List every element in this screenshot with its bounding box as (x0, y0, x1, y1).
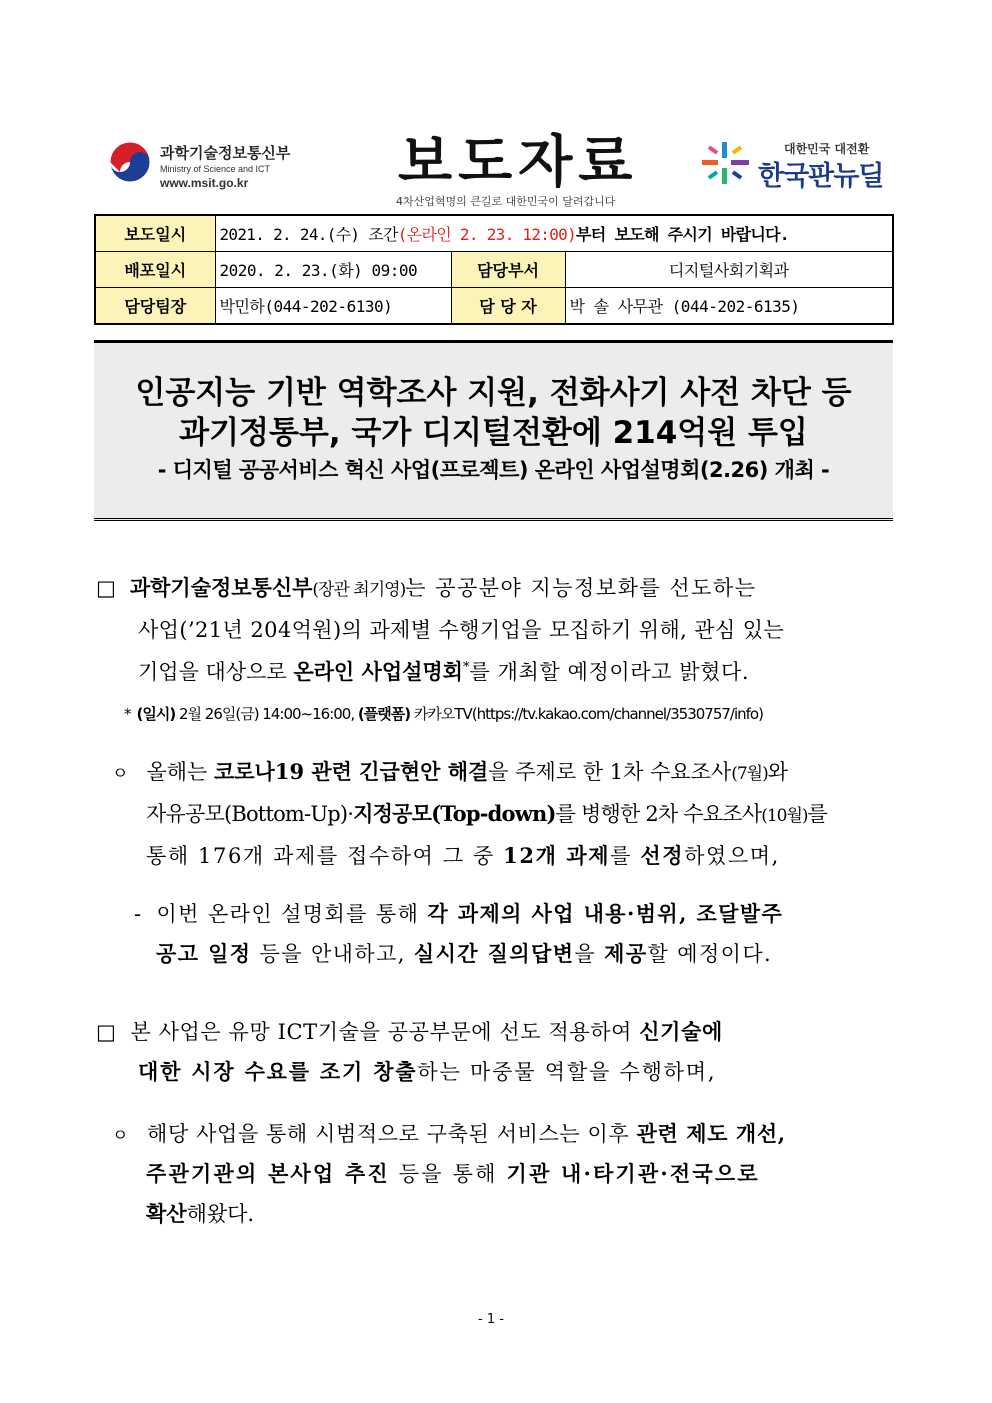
distribution-date-label: 배포일시 (95, 252, 215, 288)
dash-bullet: - (134, 902, 143, 926)
paragraph-text: 등을 안내하고, (251, 942, 414, 966)
footnote-star: * (124, 705, 131, 723)
ministry-url: www.msit.go.kr (160, 176, 249, 190)
release-date-online: (온라인 2. 23. 12:00) (397, 225, 577, 244)
page-subtitle: 4차산업혁명의 큰길로 대한민국이 달려갑니다 (396, 195, 616, 208)
headline-subtitle: - 디지털 공공서비스 혁신 사업(프로젝트) 온라인 사업설명회(2.26) 개최 - (157, 458, 830, 482)
main-project-mention: 주관기관의 본사업 추진 (146, 1161, 390, 1186)
minister-name: (장관 최기영) (312, 580, 406, 600)
distribution-date-value: 2020. 2. 23.(화) 09:00 (215, 252, 451, 288)
headline-line-1: 인공지능 기반 역학조사 지원, 전화사기 사전 차단 등 (135, 375, 852, 411)
paragraph-text: 하였으며, (684, 844, 780, 868)
selection-mention: 선정 (640, 843, 685, 868)
paragraph-text: 할 예정이다. (647, 942, 773, 966)
paragraph-text: 올해는 (146, 760, 214, 784)
footnote-marker: * (462, 660, 470, 675)
table-row (95, 288, 893, 325)
footnote-date: 2월 26일(금) 14:00∼16:00, (175, 705, 358, 723)
paragraph-text: 를 (807, 802, 828, 826)
headline-line-2: 과기정통부, 국가 디지털전환에 214억원 투입 (179, 415, 808, 451)
paragraph-text: 하는 마중물 역할을 수행하며, (417, 1060, 717, 1084)
ministry-name: 과학기술정보통신부 (160, 144, 291, 162)
paragraph-text: 기업을 대상으로 (138, 660, 294, 684)
square-bullet: □ (96, 576, 116, 600)
paragraph-text: 을 (574, 942, 605, 966)
paragraph-text: 해왔다. (186, 1202, 255, 1226)
newdeal-tagline: 대한민국 대전환 (784, 142, 870, 156)
month-note: (7월) (731, 764, 768, 784)
circle-bullet: ㅇ (112, 764, 129, 784)
system-improvement-mention: 관련 제도 개선, (636, 1121, 786, 1146)
newdeal-logo (700, 140, 752, 186)
paragraph-text: 를 개최할 예정이라고 밝혔다. (469, 660, 750, 684)
press-info-table (94, 214, 894, 325)
footnote-label-platform: (플랫폼) (357, 705, 411, 723)
paragraph-2a-line-2 (146, 1158, 760, 1188)
expansion-scope-mention: 기관 내·타기관·전국으로 (506, 1161, 760, 1186)
paragraph-text: 해당 사업을 통해 시범적으로 구축된 서비스는 이후 (147, 1122, 637, 1146)
ministry-logo (106, 138, 154, 186)
page-title: 보도자료 (398, 130, 639, 195)
paragraph-text: 를 (610, 844, 641, 868)
release-date-text: 2021. 2. 24.(수) 조간 (219, 225, 398, 244)
topic-mention: 코로나19 관련 긴급현안 해결 (213, 759, 489, 784)
paragraph-text: 을 주제로 한 1차 수요조사 (488, 760, 732, 784)
briefing-mention: 온라인 사업설명회 (293, 659, 463, 684)
paragraph-text: 본 사업은 유망 ICT기술을 공공부문에 선도 적용하여 (130, 1020, 640, 1044)
contact-person-value: 박 솔 사무관 (044-202-6135) (565, 288, 893, 325)
paragraph-1a-line-2 (146, 798, 827, 828)
circle-bullet: ㅇ (112, 1126, 130, 1146)
paragraph-2-line-1 (96, 1016, 723, 1046)
designated-contest: 지정공모(Top-down) (353, 801, 556, 826)
content-scope-mention: 각 과제의 사업 내용·범위, 조달발주 (427, 901, 784, 926)
paragraph-2a-line-3 (146, 1198, 254, 1228)
selected-count: 12개 과제 (503, 843, 611, 868)
paragraph-text: 등을 통해 (389, 1162, 507, 1186)
footnote-platform: 카카오TV(https://tv.kakao.com/channel/3530757/info) (410, 705, 763, 723)
provide-mention: 제공 (604, 941, 648, 966)
expansion-mention: 확산 (146, 1201, 187, 1226)
headline-box (94, 340, 893, 521)
paragraph-1-line-2 (138, 614, 784, 644)
release-date-label: 보도일시 (95, 215, 215, 252)
footnote (124, 703, 763, 724)
paragraph-text: 이번 온라인 설명회를 통해 (156, 902, 428, 926)
schedule-mention: 공고 일정 (156, 941, 252, 966)
paragraph-text: 를 병행한 2차 수요조사 (555, 802, 762, 826)
square-bullet: □ (96, 1020, 117, 1044)
paragraph-1-line-3 (138, 656, 749, 686)
paragraph-1a-line-3 (146, 840, 780, 870)
newdeal-mark-icon (700, 140, 752, 186)
footnote-label-date: (일시) (136, 705, 176, 723)
table-row (95, 252, 893, 288)
team-leader-label: 담당팀장 (95, 288, 215, 325)
paragraph-1a-line-1 (112, 756, 788, 786)
ministry-english-name: Ministry of Science and ICT (160, 164, 271, 174)
table-row (95, 215, 893, 252)
paragraph-text: 자유공모(Bottom-Up)· (146, 802, 354, 826)
release-date-value (215, 215, 893, 252)
paragraph-text: 와 (767, 760, 789, 784)
newdeal-title: 한국판뉴딜 (758, 161, 884, 192)
market-demand-mention: 대한 시장 수요를 조기 창출 (138, 1059, 418, 1084)
page-number: - 1 - (478, 1312, 504, 1327)
team-leader-value: 박민하(044-202-6130) (215, 288, 451, 325)
paragraph-text: 는 공공분야 지능정보화를 선도하는 (405, 576, 757, 600)
qa-mention: 실시간 질의답변 (413, 941, 575, 966)
paragraph-text: 사업(’21년 204억원)의 과제별 수행기업을 모집하기 위해, 관심 있는 (138, 618, 785, 642)
ministry-mention: 과학기술정보통신부 (129, 575, 313, 600)
paragraph-2a-line-1 (112, 1118, 786, 1148)
month-note: (10월) (761, 806, 808, 826)
paragraph-1b-line-1 (134, 898, 783, 928)
new-tech-mention: 신기술에 (639, 1019, 723, 1044)
department-value: 디지털사회기획과 (565, 252, 893, 288)
paragraph-text: 통해 176개 과제를 접수하여 그 중 (146, 844, 504, 868)
taegeuk-icon (106, 138, 154, 186)
contact-person-label: 담 당 자 (451, 288, 565, 325)
department-label: 담당부서 (451, 252, 565, 288)
paragraph-2-line-2 (138, 1056, 716, 1086)
paragraph-1b-line-2 (156, 938, 772, 968)
paragraph-1-line-1 (96, 572, 757, 602)
release-date-note: 부터 보도해 주시기 바랍니다. (576, 225, 789, 244)
